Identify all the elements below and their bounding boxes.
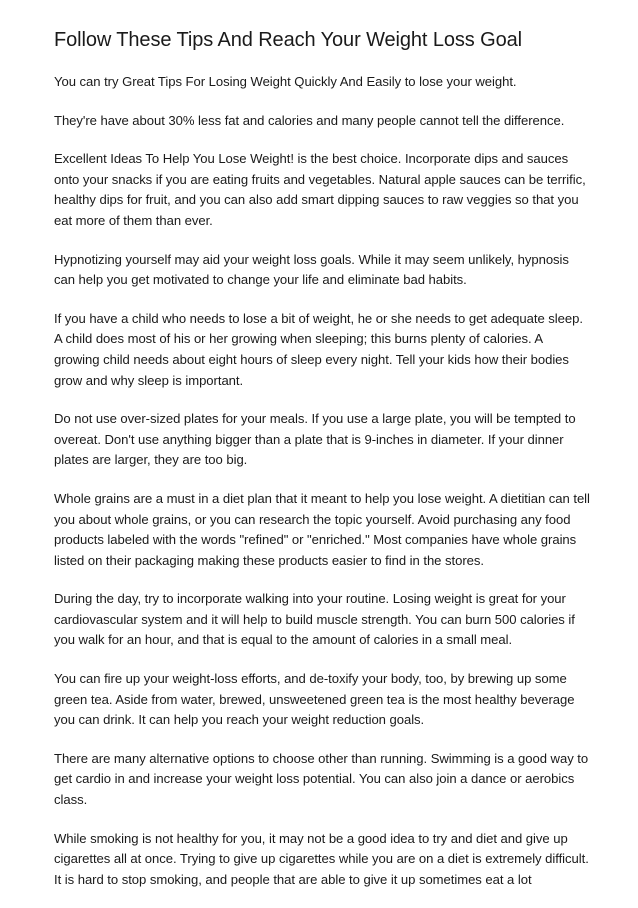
document-title: Follow These Tips And Reach Your Weight Loss Goal: [54, 29, 522, 51]
paragraph: If you have a child who needs to lose a bit of weight, he or she needs to get adequate sleep. A child does most of his or her growing when sleeping; this burns plenty of calories. A growing child needs about eight hours of sleep every night. Tell your kids how their bodies grow and why sleep is important.: [54, 310, 583, 388]
document-page: [54, 26, 590, 908]
paragraph: Do not use over-sized plates for your meals. If you use a large plate, you will be tempted to overeat. Don't use anything bigger than a plate that is 9-inches in diameter. If your dinner plates are larger, they are too big.: [54, 411, 576, 468]
paragraph: Excellent Ideas To Help You Lose Weight! is the best choice. Incorporate dips and sauces onto your snacks if you are eating fruits and vegetables. Natural apple sauces can be terrific, healthy dips for fruit, and you can also add smart dipping sauces to raw veggies so that you eat more of them than ever.: [54, 151, 586, 228]
paragraph: During the day, try to incorporate walking into your routine. Losing weight is great for your cardiovascular system and it will help to build muscle strength. You can burn 500 calories if you walk for an hour, and that is equal to the amount of calories in a small meal.: [54, 591, 575, 648]
paragraph: You can try Great Tips For Losing Weight Quickly And Easily to lose your weight.: [54, 74, 517, 89]
paragraph: They're have about 30% less fat and calories and many people cannot tell the difference.: [54, 112, 565, 128]
paragraph: Whole grains are a must in a diet plan that it meant to help you lose weight. A dietitian can tell you about whole grains, or you can research the topic yourself. Avoid purchasing any food products labeled with the words "refined" or "enriched." Most companies have whole grains listed on their packaging making these products easier to find in the stores.: [54, 490, 590, 568]
paragraph: Hypnotizing yourself may aid your weight loss goals. While it may seem unlikely, hypnosis can help you get motivated to change your life and eliminate bad habits.: [54, 251, 569, 288]
paragraph: While smoking is not healthy for you, it may not be a good idea to try and diet and give up cigarettes all at once. Trying to give up cigarettes while you are on a diet is extremely difficult. It is hard to stop smoking, and people that are able to give it up sometimes eat a lot: [54, 830, 589, 887]
paragraph: You can fire up your weight-loss efforts, and de-toxify your body, too, by brewing up some green tea. Aside from water, brewed, unsweetened green tea is the most healthy beverage you can drink. It can help you reach your weight reduction goals.: [54, 671, 575, 728]
paragraph: There are many alternative options to choose other than running. Swimming is a good way to get cardio in and increase your weight loss potential. You can also join a dance or aerobics class.: [54, 750, 589, 808]
